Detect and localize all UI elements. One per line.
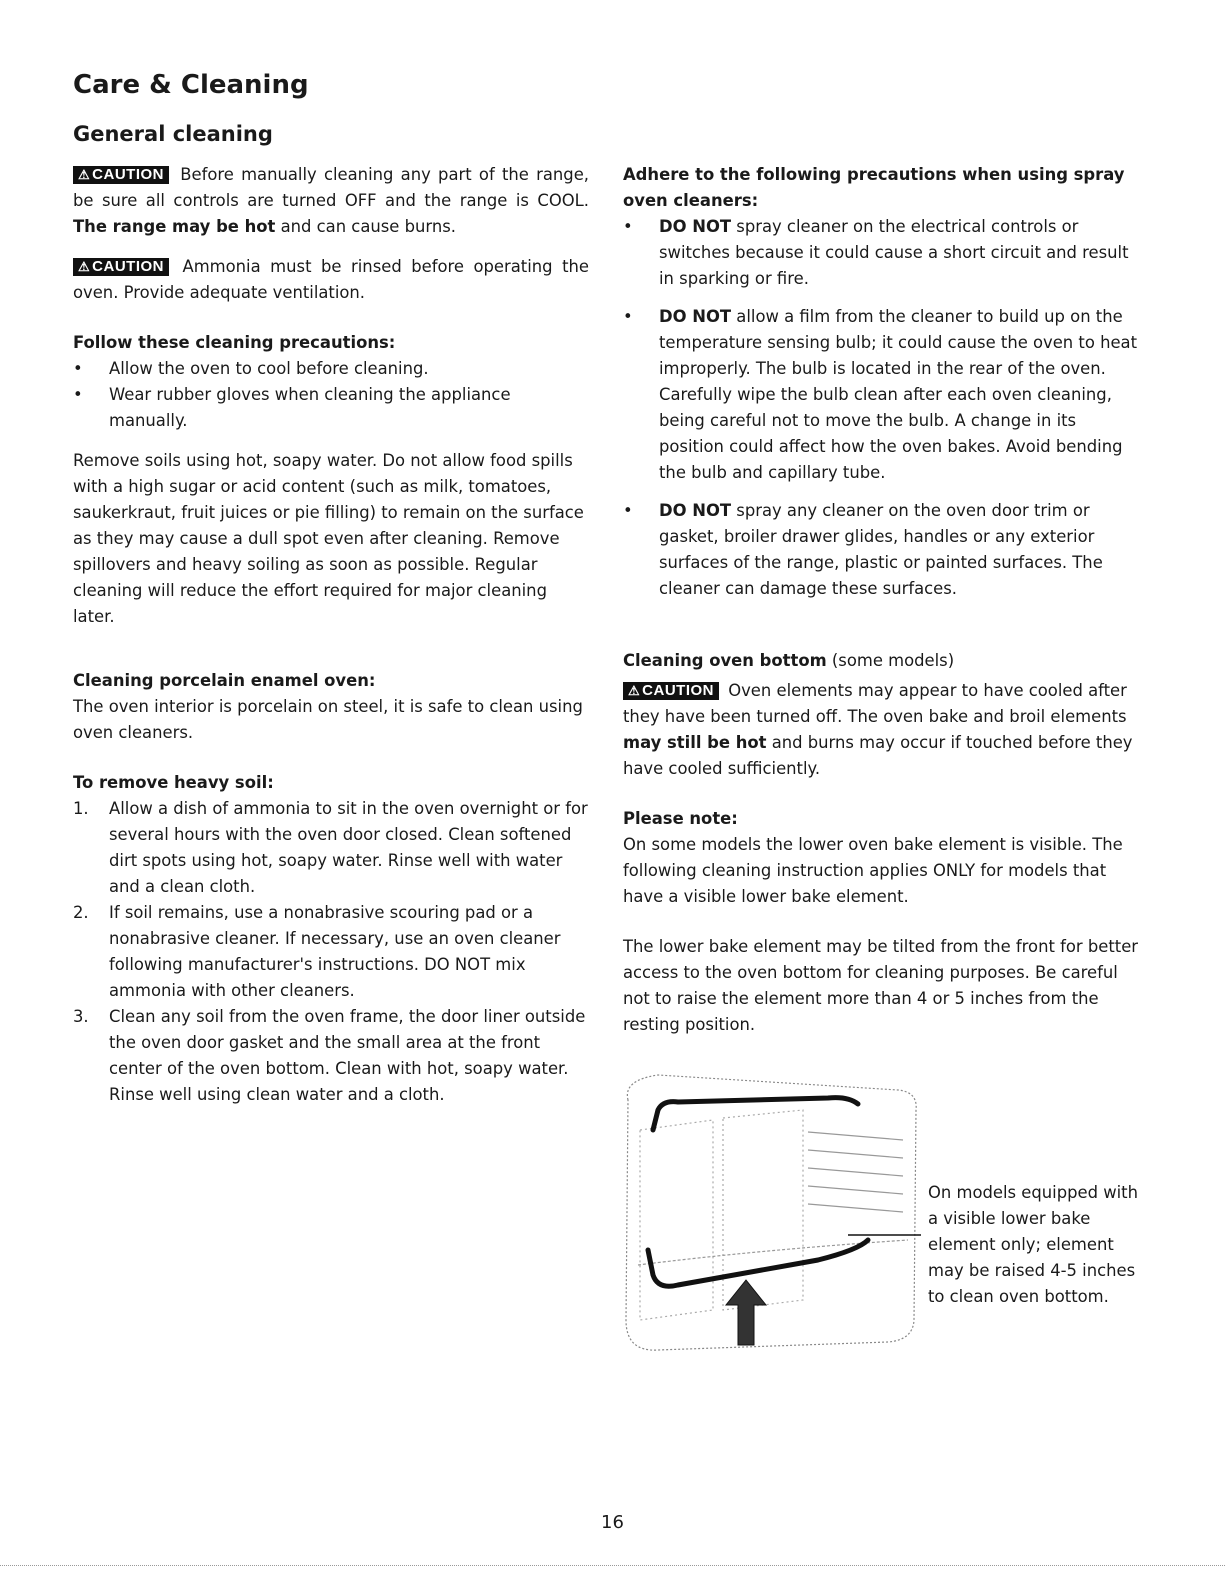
figure-caption: On models equipped with a visible lower bake element only; element may be raised 4-5 inches to clean oven bottom. — [928, 1183, 1138, 1306]
bullet-icon: • — [623, 217, 633, 236]
caution-badge: ⚠ CAUTION — [73, 166, 169, 184]
porcelain-heading: Cleaning porcelain enamel oven: — [73, 671, 376, 690]
list-item: • DO NOT allow a film from the cleaner to build up on the temperature sensing bulb; it could cause the oven to heat improperly. The bulb is located in the rear of the oven. Carefully wipe the bulb clean after each oven cleaning, being careful not to move the bulb. A change in its position could affect how the oven bakes. Avoid bending the bulb and capillary tube. — [623, 304, 1139, 486]
page-title: Care & Cleaning — [73, 70, 309, 100]
list-item: • DO NOT spray any cleaner on the oven door trim or gasket, broiler drawer glides, handles or any exterior surfaces of the range, plastic or painted surfaces. The cleaner can damage these surfaces. — [623, 498, 1139, 602]
bullet-icon: • — [623, 501, 633, 520]
note-heading: Please note: — [623, 809, 738, 828]
list-item: • Allow the oven to cool before cleaning. — [73, 356, 589, 382]
list-item: • Wear rubber gloves when cleaning the appliance manually. — [73, 382, 589, 434]
bullet-icon: • — [73, 359, 83, 378]
bullet-icon: • — [623, 307, 633, 326]
heavy-soil-heading: To remove heavy soil: — [73, 773, 274, 792]
remove-soils-paragraph: Remove soils using hot, soapy water. Do not allow food spills with a high sugar or acid content (such as milk, tomatoes, saukerkraut, fruit juices or pie filling) to remain on the surface as they may cause a dull spot even after cleaning. Remove spillovers and heavy soiling as soon as possible. Regular cleaning will reduce the effort required for major cleaning later. — [73, 451, 584, 626]
spray-heading: Adhere to the following precautions when using spray oven cleaners: — [623, 165, 1125, 210]
caution-badge: ⚠ CAUTION — [623, 682, 719, 700]
caution-paragraph-3: ⚠ CAUTION Oven elements may appear to have cooled after they have been turned off. The oven bake and broil elements may still be hot and burns may occur if touched before they have cooled sufficiently. — [623, 681, 1133, 778]
caution-paragraph-1: ⚠ CAUTION Before manually cleaning any part of the range, be sure all controls are turned OFF and the range is COOL. The range may be hot and can cause burns. — [73, 165, 589, 236]
list-item: 2. If soil remains, use a nonabrasive scouring pad or a nonabrasive cleaner. If necessary, use an oven cleaner following manufacturer's instructions. DO NOT mix ammonia with other cleaners. — [73, 903, 561, 1000]
list-item: 1. Allow a dish of ammonia to sit in the oven overnight or for several hours with the oven door closed. Clean softened dirt spots using hot, soapy water. Rinse well with water and a clean cloth. — [73, 799, 588, 896]
caution-badge: ⚠ CAUTION — [73, 258, 169, 276]
spray-list — [623, 214, 1139, 602]
tilt-paragraph: The lower bake element may be tilted from the front for better access to the oven bottom for cleaning purposes. Be careful not to raise the element more than 4 or 5 inches from the resting position. — [623, 937, 1139, 1034]
raise-arrow-icon — [726, 1280, 766, 1345]
bullet-icon: • — [73, 385, 83, 404]
heavy-soil-steps — [73, 796, 589, 1108]
precautions-list — [73, 356, 589, 434]
list-item: • DO NOT spray cleaner on the electrical controls or switches because it could cause a short circuit and result in sparking or fire. — [623, 214, 1139, 292]
warning-triangle-icon: ⚠ — [628, 683, 641, 698]
right-column — [623, 162, 1139, 1038]
warning-triangle-icon: ⚠ — [78, 167, 91, 182]
list-item: 3. Clean any soil from the oven frame, the door liner outside the oven door gasket and the small area at the front center of the oven bottom. Clean with hot, soapy water. Rinse well using clean water and a cloth. — [73, 1007, 586, 1104]
left-column — [73, 162, 589, 1108]
page-number: 16 — [601, 1512, 624, 1533]
bottom-rule — [0, 1565, 1225, 1566]
oven-interior-illustration — [618, 1060, 938, 1360]
note-text: On some models the lower oven bake element is visible. The following cleaning instruction applies ONLY for models that have a visible lower bake element. — [623, 835, 1123, 906]
section-title: General cleaning — [73, 122, 273, 146]
warning-triangle-icon: ⚠ — [78, 259, 91, 274]
precautions-heading: Follow these cleaning precautions: — [73, 333, 396, 352]
oven-bottom-heading: Cleaning oven bottom (some models) — [623, 651, 955, 670]
caution-paragraph-2: ⚠ CAUTION Ammonia must be rinsed before operating the oven. Provide adequate ventilation. — [73, 257, 589, 302]
porcelain-text: The oven interior is porcelain on steel, it is safe to clean using oven cleaners. — [73, 697, 583, 742]
